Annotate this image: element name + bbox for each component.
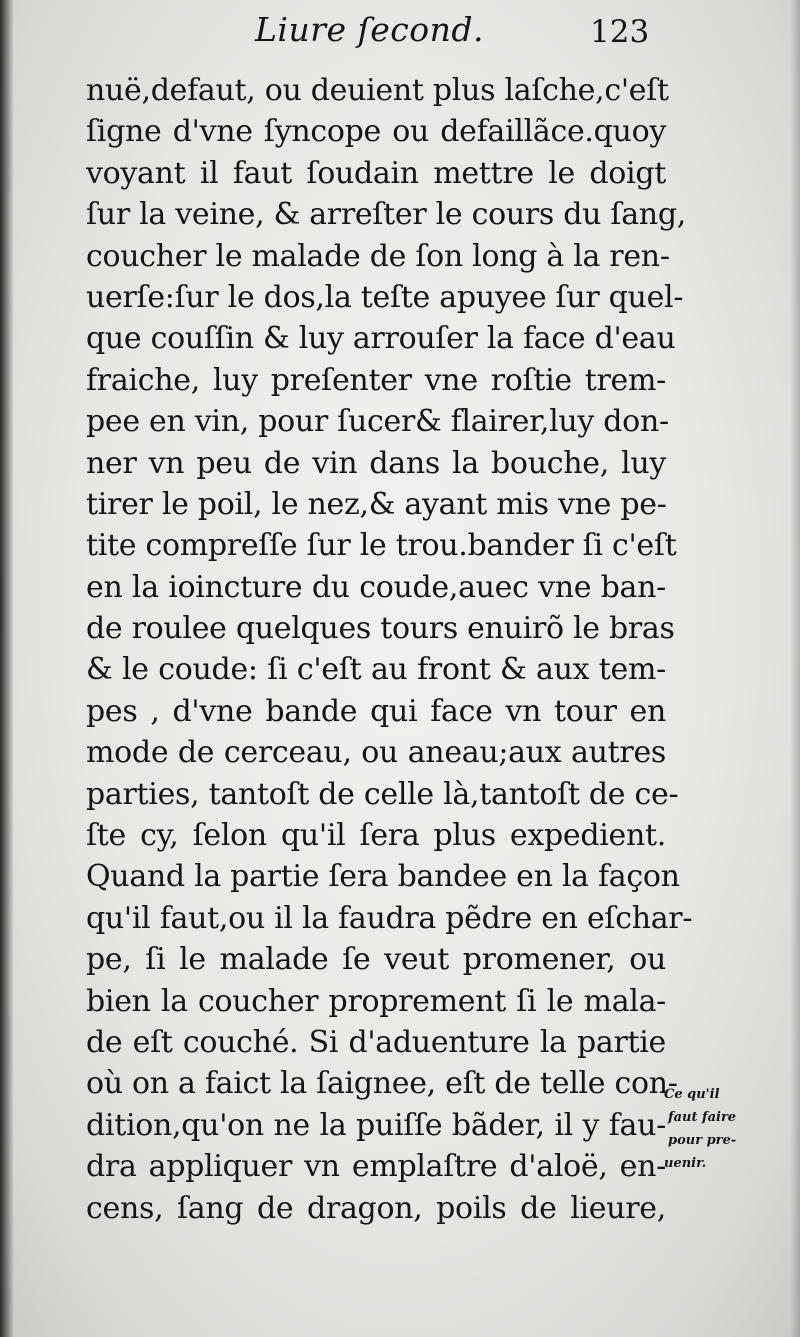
text-line: tite compreſſe ſur le trou.bander ſi c'eſt — [86, 528, 677, 564]
text-line: voyant il faut ſoudain mettre le doigt — [86, 155, 666, 191]
text-line: où on a faict la ſaignee, eſt de telle con- — [86, 1066, 678, 1102]
text-line: ner vn peu de vin dans la bouche, luy — [86, 445, 666, 481]
text-line: tirer le poil, le nez,& ayant mis vne pe- — [86, 486, 667, 522]
text-line: dra appliquer vn emplaſtre d'aloë, en- — [86, 1149, 666, 1185]
page-number: 123 — [590, 14, 650, 50]
text-line: ſigne d'vne ſyncope ou defaillãce.quoy — [86, 114, 666, 150]
text-line: qu'il faut,ou il la faudra pẽdre en eſchar- — [86, 900, 693, 936]
text-line: & le coude: ſi c'eſt au front & aux tem- — [86, 652, 666, 688]
marginal-note-line: Ce qu'il — [664, 1087, 720, 1102]
text-line: bien la coucher proprement ſi le mala- — [86, 983, 666, 1019]
text-line: coucher le malade de ſon long à la ren- — [86, 238, 670, 274]
marginal-note-line: uenir. — [664, 1156, 707, 1171]
text-line: ſte cy, ſelon qu'il ſera plus expedient. — [86, 818, 666, 854]
text-line: fraiche, luy preſenter vne roſtie trem- — [86, 362, 666, 398]
text-line: cens, ſang de dragon, poils de lieure, — [86, 1190, 666, 1226]
text-line: pe, ſi le malade ſe veut promener, ou — [86, 942, 666, 978]
marginal-note — [664, 1083, 764, 1175]
text-line: ſur la veine, & arreſter le cours du ſang, — [86, 197, 686, 233]
text-line: en la ioincture du coude,auec vne ban- — [86, 569, 666, 605]
text-line: uerſe:ſur le dos,la teſte apuyee ſur quel- — [86, 279, 684, 315]
text-line: pes , d'vne bande qui face vn tour en — [86, 693, 666, 729]
marginal-note-line: faut faire — [668, 1110, 737, 1125]
text-line: parties, tantoſt de celle là,tantoſt de ce- — [86, 776, 679, 812]
text-line: de eſt couché. Si d'aduenture la partie — [86, 1024, 666, 1060]
text-line: pee en vin, pour ſucer& flairer,luy don- — [86, 404, 669, 440]
text-line: dition,qu'on ne la puiſſe bãder, il y fau- — [86, 1107, 666, 1143]
running-head: Liure ſecond. — [255, 10, 484, 49]
text-line: Quand la partie ſera bandee en la façon — [86, 859, 680, 895]
text-line: mode de cerceau, ou aneau;aux autres — [86, 735, 666, 771]
marginal-note-line: pour pre- — [668, 1133, 737, 1148]
text-line: que couſſin & luy arrouſer la face d'eau — [86, 321, 676, 357]
text-line: nuë,defaut, ou deuient plus laſche,c'eſt — [86, 73, 669, 108]
text-line: de roulee quelques tours enuirõ le bras — [86, 611, 675, 647]
